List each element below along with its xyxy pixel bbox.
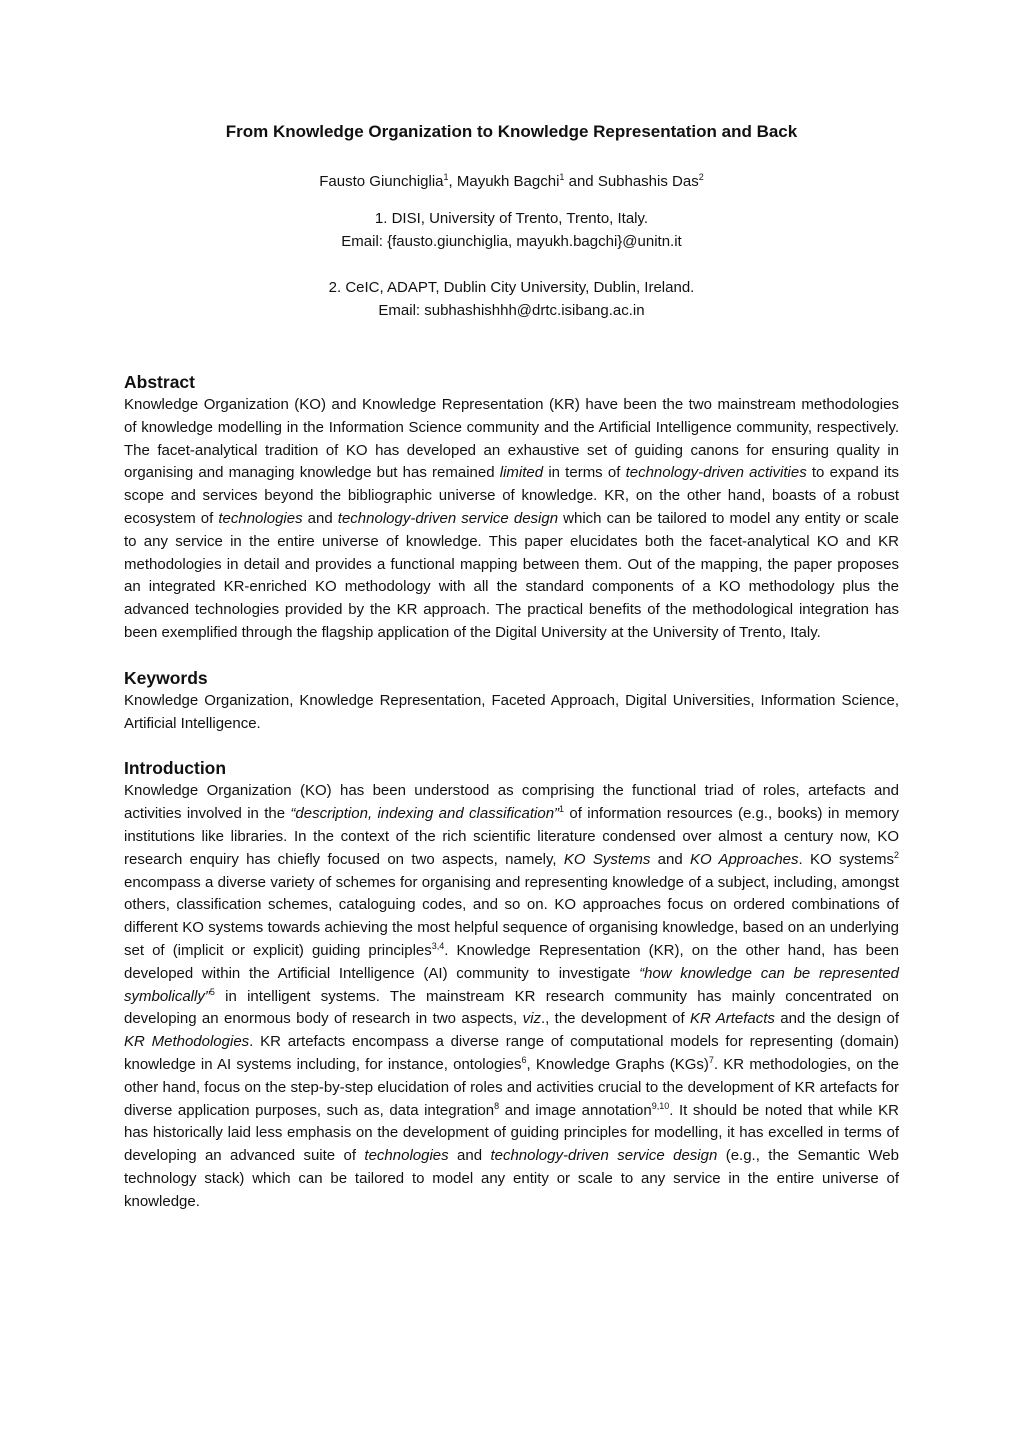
affiliation-2 <box>124 276 899 322</box>
author-name: Subhashis Das <box>597 173 699 190</box>
italic-term: technology-driven activities <box>625 464 807 482</box>
text-run: ., the development of <box>540 1010 691 1028</box>
text-run: Knowledge Organization (KO) and Knowledge Representation (KR) have been the two mainstream methodologies of knowledge modelling in the Information Science community and the Artificial Intelligence community, respectively. The facet-analytical tradition of KO has developed an exhaustive set of guiding canons for ensuring quality in organising and managing knowledge but has remained <box>124 396 899 482</box>
text-run: encompass a diverse variety of schemes for organising and representing knowledge of a subject, including, amongst others, classification schemes, cataloguing codes, and so on. KO approaches focus on ordered combinations of different KO systems towards achieving the most helpful sequence of organising knowledge, based on an underlying set of (implicit or explicit) guiding principles <box>124 873 899 959</box>
text-run: . It should be noted that while KR has historically laid less emphasis on the development of guiding principles for modelling, it has excelled in terms of developing an advanced suite of <box>124 1101 900 1165</box>
abstract-text <box>124 394 899 645</box>
text-run: and <box>448 1147 491 1165</box>
author-name: Fausto Giunchiglia <box>319 173 444 190</box>
keywords-heading: Keywords <box>124 667 208 688</box>
text-run: and image annotation <box>499 1101 652 1119</box>
italic-term: KO Approaches <box>690 850 799 868</box>
text-run: of information resources (e.g., books) in memory institutions like libraries. In the context of the rich scientific literature condensed over almost a century now, KO research enquiry has chiefly focused on two aspects, namely, <box>124 805 900 868</box>
text-run: in intelligent systems. The mainstream KR research community has mainly concentrated on developing an enormous body of research in two aspects, <box>124 987 899 1028</box>
author-list <box>124 171 899 193</box>
text-run: (e.g., the Semantic Web technology stack) which can be tailored to model any entity or scale to any service in the entire universe of knowledge. <box>124 1147 899 1210</box>
italic-term: KR Methodologies <box>124 1033 250 1051</box>
text-run: in terms of <box>543 464 626 482</box>
italic-term: KO Systems <box>563 850 651 868</box>
citation-marker: 5 <box>209 986 215 997</box>
italic-term: technologies <box>218 509 303 527</box>
text-run: which can be tailored to model any entity or scale to any service in the entire universe of knowledge. This paper elucidates both the facet-analytical KO and KR methodologies in detail and provides a functional mapping between them. Out of the mapping, the paper proposes an integrated KR-enriched KO methodology with all the standard components of a KO methodology plus the advanced technologies provided by the KR approach. The practical benefits of the methodological integration has been exemplified through the flagship application of the Digital University at the University of Trento, Italy. <box>124 509 899 641</box>
introduction-heading: Introduction <box>124 758 227 779</box>
paper-page <box>124 120 899 1214</box>
italic-term: technology-driven service design <box>337 509 559 527</box>
abstract-heading: Abstract <box>124 372 195 392</box>
text-run: and <box>302 509 338 527</box>
italic-quote: “how knowledge can be represented symbolically” <box>124 964 899 1005</box>
affiliation-marker: 2 <box>698 172 704 182</box>
italic-term: technology-driven service design <box>490 1147 718 1165</box>
author-separator: , <box>448 173 457 190</box>
text-run: . KR methodologies, on the other hand, focus on the step-by-step elucidation of roles and activities crucial to the development of KR artefacts for diverse application purposes, such as, data integration <box>124 1055 900 1119</box>
italic-term: KR Artefacts <box>690 1010 775 1028</box>
italic-term: viz <box>522 1010 541 1028</box>
citation-marker: 8 <box>494 1100 500 1111</box>
keywords-text: Knowledge Organization, Knowledge Representation, Faceted Approach, Digital Universities, Information Science, Artificial Intelligence. <box>124 691 899 732</box>
italic-term: limited <box>499 464 544 482</box>
author-name: Mayukh Bagchi <box>456 173 560 190</box>
citation-marker: 3,4 <box>431 940 445 951</box>
affiliation-email: Email: {fausto.giunchiglia, mayukh.bagchi}@unitn.it <box>341 233 682 250</box>
text-run: . KR artefacts encompass a diverse range of computational models for representing (domain) knowledge in AI systems including, for instance, ontologies <box>124 1033 899 1073</box>
text-run: to expand its scope and services beyond the bibliographic universe of knowledge. KR, on the other hand, boasts of a robust ecosystem of <box>124 464 899 527</box>
citation-marker: 2 <box>893 849 899 860</box>
affiliation-1 <box>124 207 899 253</box>
italic-term: technologies <box>364 1147 449 1165</box>
text-run: , Knowledge Graphs (KGs) <box>526 1055 709 1073</box>
affiliation-institution: 2. CeIC, ADAPT, Dublin City University, Dublin, Ireland. <box>328 279 695 296</box>
citation-marker: 1 <box>559 804 565 815</box>
italic-quote: “description, indexing and classification” <box>290 805 560 823</box>
citation-marker: 6 <box>521 1054 527 1065</box>
keywords-section <box>124 666 899 736</box>
text-run: and the design of <box>774 1010 899 1028</box>
affiliation-marker: 1 <box>559 172 565 182</box>
author-separator: and <box>564 173 598 190</box>
introduction-text <box>124 780 899 1213</box>
abstract-section <box>124 370 899 645</box>
citation-marker: 7 <box>708 1054 714 1065</box>
text-run: . KO systems <box>798 850 894 868</box>
paper-title: From Knowledge Organization to Knowledge Representation and Back <box>225 122 798 141</box>
text-run: . Knowledge Representation (KR), on the other hand, has been developed within the Artificial Intelligence (AI) community to investigate <box>124 941 899 982</box>
affiliation-institution: 1. DISI, University of Trento, Trento, Italy. <box>374 210 649 227</box>
text-run: Knowledge Organization (KO) has been understood as comprising the functional triad of roles, artefacts and activities involved in the <box>124 782 899 823</box>
text-run: and <box>650 850 691 868</box>
affiliation-marker: 1 <box>443 172 449 182</box>
affiliation-email: Email: subhashishhh@drtc.isibang.ac.in <box>378 302 645 319</box>
citation-marker: 9,10 <box>651 1100 670 1111</box>
introduction-section <box>124 756 899 1213</box>
